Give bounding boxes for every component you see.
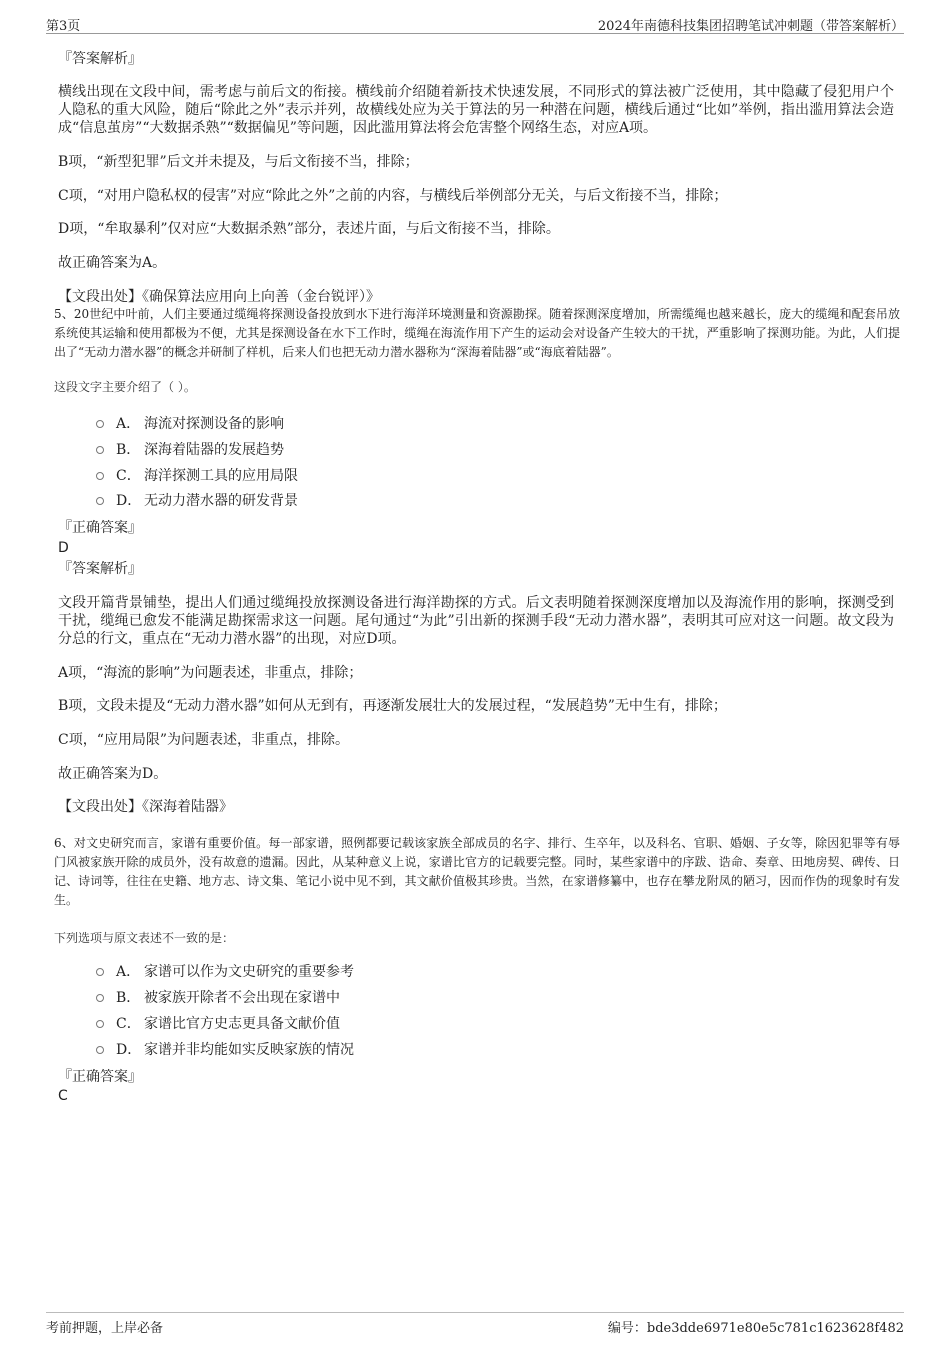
analysis-paragraph: 文段开篇背景铺垫，提出人们通过缆绳投放探测设备进行海洋勘探的方式。后文表明随着探测深度增加以及海流作用的影响，探测受到干扰，缆绳已愈发不能满足勘探需求这一问题。尾句通过“为此”引出新的探测手段“无动力潜水器”，表明其可应对这一问题。故文段为分总的行文，重点在“无动力潜水器”的出现，对应D项。 [58, 595, 894, 647]
page-footer [46, 1312, 904, 1337]
option-letter: C． [116, 468, 141, 484]
option-letter: B． [116, 990, 141, 1006]
correct-answer: D [58, 540, 69, 556]
radio-button[interactable] [96, 1020, 104, 1028]
question-5-prompt: 这段文字主要介绍了（ ）。 [54, 380, 196, 394]
option-text: 无动力潜水器的研发背景 [144, 493, 298, 509]
page-number: 第3页 [46, 19, 81, 34]
source-citation: 【文段出处】《确保算法应用向上向善（金台锐评）》 [58, 289, 380, 305]
radio-button[interactable] [96, 968, 104, 976]
question-5-stem: 5、20世纪中叶前，人们主要通过缆绳将探测设备投放到水下进行海洋环境测量和资源勘探。随着探测深度增加，所需缆绳也越来越长，庞大的缆绳和配套吊放系统使其运输和使用都极为不便，尤其是探测设备在水下工作时，缆绳在海流作用下产生的运动会对设备产生较大的干扰，严重影响了探测功能。为此，人们提出了“无动力潜水器”的概念并研制了样机，后来人们也把无动力潜水器称为“深海着陆器”或“海底着陆器”。 [54, 307, 900, 359]
page-header [46, 13, 904, 34]
analysis-option-c: C项，“应用局限”为问题表述，非重点，排除。 [58, 732, 350, 748]
question-6-stem: 6、对文史研究而言，家谱有重要价值。每一部家谱，照例都要记载该家族全部成员的名字、排行、生卒年，以及科名、官职、婚姻、子女等，除因犯罪等有辱门风被家族开除的成员外，没有故意的遗漏。因此，从某种意义上说，家谱比官方的记载要完整。同时，某些家谱中的序跋、诰命、奏章、田地房契、碑传、日记、诗词等，往往在史籍、地方志、诗文集、笔记小说中见不到，其文献价值极其珍贵。当然，在家谱修纂中，也存在攀龙附凤的陋习，因而作伪的现象时有发生。 [54, 836, 900, 907]
radio-button[interactable] [96, 446, 104, 454]
footer-slogan: 考前押题，上岸必备 [46, 1321, 164, 1336]
option-text: 家谱可以作为文史研究的重要参考 [144, 964, 354, 980]
radio-button[interactable] [96, 497, 104, 505]
analysis-option-b: B项，“新型犯罪”后文并未提及，与后文衔接不当，排除； [58, 154, 419, 170]
document-title: 2024年南德科技集团招聘笔试冲刺题（带答案解析） [597, 19, 904, 34]
radio-button[interactable] [96, 1046, 104, 1054]
option-letter: D． [116, 493, 142, 509]
option-text: 深海着陆器的发展趋势 [144, 442, 284, 458]
source-citation: 【文段出处】《深海着陆器》 [58, 799, 233, 815]
analysis-option-c: C项，“对用户隐私权的侵害”对应“除此之外”之前的内容，与横线后举例部分无关，与后文衔接不当，排除； [58, 188, 728, 204]
analysis-conclusion: 故正确答案为D。 [58, 766, 168, 782]
option-text: 被家族开除者不会出现在家谱中 [144, 990, 340, 1006]
question-6-prompt: 下列选项与原文表述不一致的是： [54, 931, 235, 945]
radio-button[interactable] [96, 472, 104, 480]
document-id: 编号：bde3dde6971e80e5c781c1623628f482 [607, 1321, 904, 1336]
analysis-conclusion: 故正确答案为A。 [58, 255, 167, 271]
analysis-option-a: A项，“海流的影响”为问题表述，非重点，排除； [58, 665, 363, 681]
option-text: 家谱并非均能如实反映家族的情况 [144, 1042, 354, 1058]
analysis-option-d: D项，“牟取暴利”仅对应“大数据杀熟”部分，表述片面，与后文衔接不当，排除。 [58, 221, 560, 237]
correct-answer-label: 『正确答案』 [58, 520, 142, 536]
correct-answer-label: 『正确答案』 [58, 1069, 142, 1085]
correct-answer: C [58, 1088, 68, 1104]
analysis-option-b: B项，文段未提及“无动力潜水器”如何从无到有，再逐渐发展壮大的发展过程，“发展趋势”无中生有，排除； [58, 698, 727, 714]
option-letter: A． [116, 416, 141, 432]
option-letter: A． [116, 964, 141, 980]
analysis-label: 『答案解析』 [58, 51, 142, 67]
option-text: 家谱比官方史志更具备文献价值 [144, 1016, 340, 1032]
radio-button[interactable] [96, 420, 104, 428]
option-letter: B． [116, 442, 141, 458]
option-letter: C． [116, 1016, 141, 1032]
radio-button[interactable] [96, 994, 104, 1002]
analysis-paragraph: 横线出现在文段中间，需考虑与前后文的衔接。横线前介绍随着新技术快速发展，不同形式的算法被广泛使用，其中隐藏了侵犯用户个人隐私的重大风险，随后“除此之外”表示并列，故横线处应为关于算法的另一种潜在问题，横线后通过“比如”举例，指出滥用算法会造成“信息茧房”“大数据杀熟”“数据偏见”等问题，因此滥用算法将会危害整个网络生态，对应A项。 [58, 84, 894, 136]
option-letter: D． [116, 1042, 142, 1058]
option-text: 海流对探测设备的影响 [144, 416, 284, 432]
option-text: 海洋探测工具的应用局限 [144, 468, 298, 484]
analysis-label: 『答案解析』 [58, 561, 142, 577]
